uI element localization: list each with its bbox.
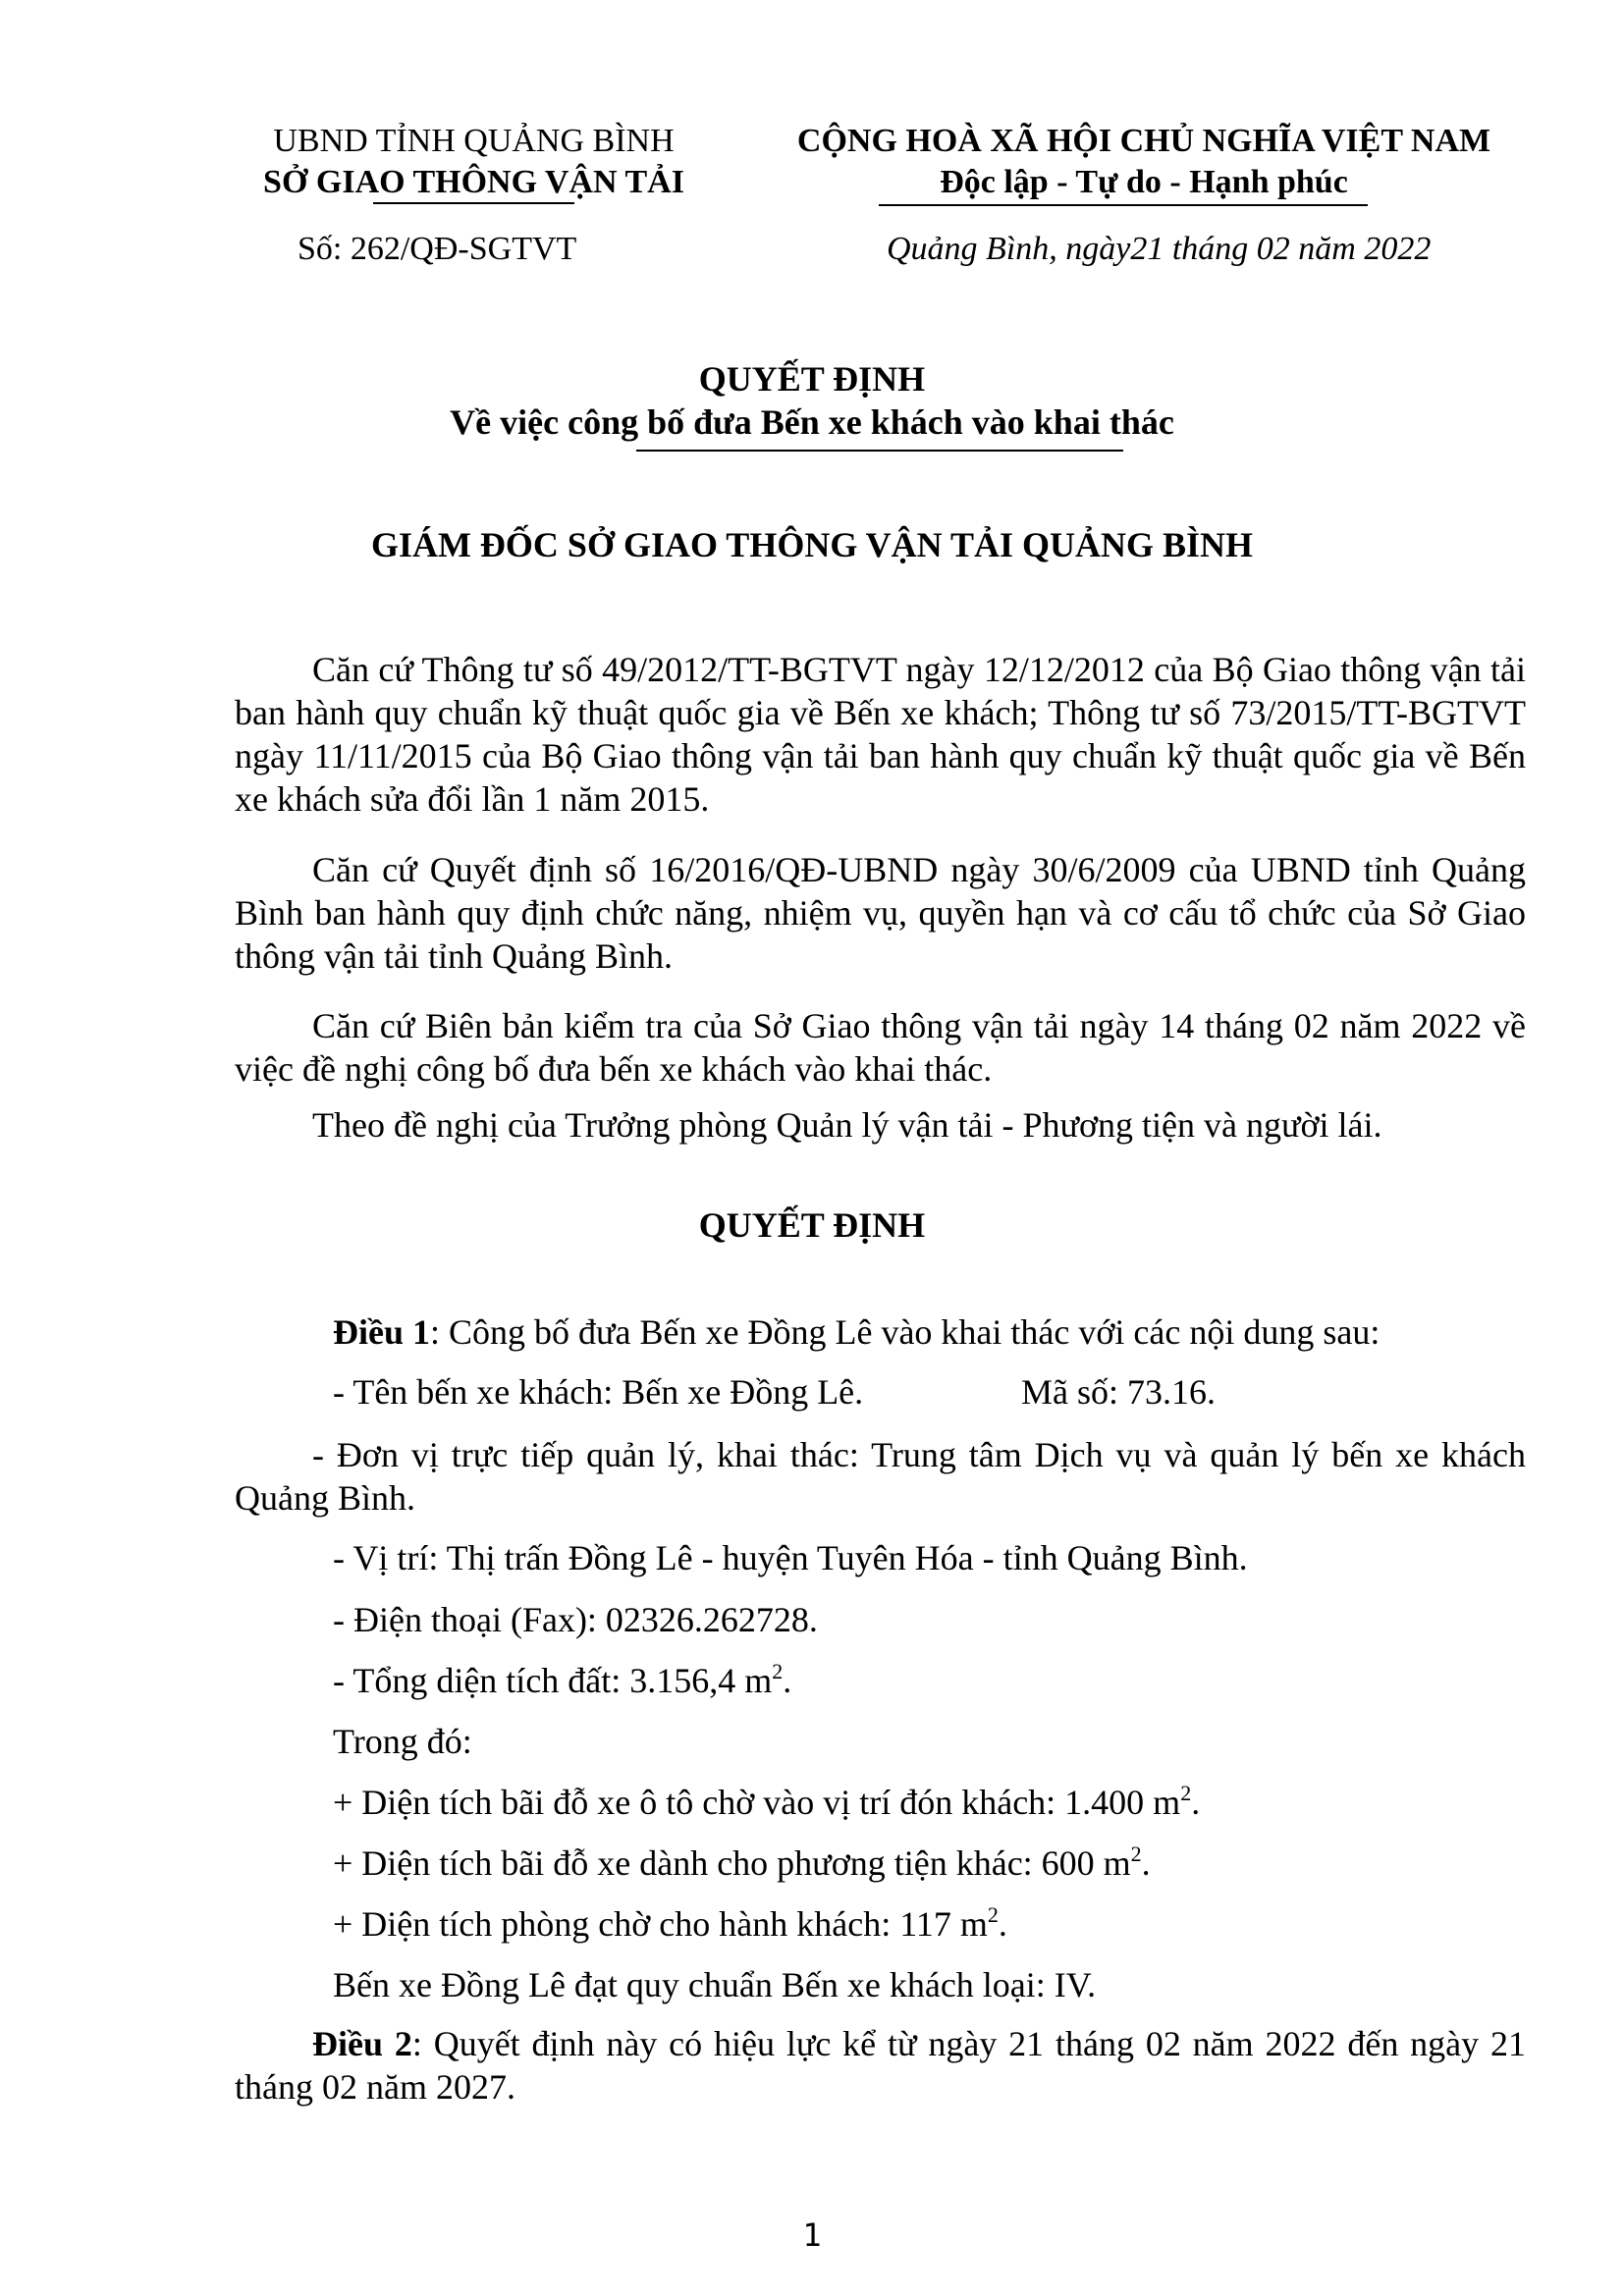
total-area-unit-sup: 2: [772, 1659, 784, 1683]
preamble-legal-basis-1: Căn cứ Thông tư số 49/2012/TT-BGTVT ngày 12/12/2012 của Bộ Giao thông vận tải ban hành quy chuẩn kỹ thuật quốc gia về Bến xe khách; Thông tư số 73/2015/TT-BGTVT ngày 11/11/2015 của Bộ Giao thông vận tải ban hành quy chuẩn kỹ thuật quốc gia về Bến xe khách sửa đổi lần 1 năm 2015.: [235, 650, 1526, 819]
decision-heading: QUYẾT ĐỊNH: [698, 1205, 926, 1245]
document-date: [887, 230, 1431, 269]
preamble-proposal: Theo đề nghị của Trưởng phòng Quản lý vận tải - Phương tiện và người lái.: [312, 1105, 1382, 1145]
document-subject: Về việc công bố đưa Bến xe khách vào khai thác: [450, 402, 1174, 442]
article-1-intro: [333, 1310, 1380, 1354]
article-1-label: Điều 1: [333, 1312, 430, 1352]
parking-other-text: + Diện tích bãi đỗ xe dành cho phương tiện khác: 600 m: [333, 1843, 1131, 1883]
station-name: - Tên bến xe khách: Bến xe Đồng Lê.: [333, 1372, 864, 1412]
date-prefix: Quảng Bình, ngày: [887, 231, 1131, 267]
parking-waiting-area: [333, 1781, 1200, 1824]
waiting-room-text: + Diện tích phòng chờ cho hành khách: 117 m: [333, 1904, 988, 1944]
article-1-text: : Công bố đưa Bến xe Đồng Lê vào khai thác với các nội dung sau:: [430, 1312, 1380, 1352]
parking-other-area: [333, 1842, 1151, 1885]
header-motto: Độc lập - Tự do - Hạnh phúc: [940, 164, 1348, 200]
station-phone: - Điện thoại (Fax): 02326.262728.: [333, 1600, 818, 1639]
total-area-period: .: [783, 1661, 792, 1700]
header-nation: CỘNG HOÀ XÃ HỘI CHỦ NGHĨA VIỆT NAM: [796, 123, 1491, 159]
station-operator: - Đơn vị trực tiếp quản lý, khai thác: Trung tâm Dịch vụ và quản lý bến xe khách Quảng Bình.: [235, 1435, 1526, 1518]
document-number: [298, 230, 576, 269]
header-department: SỞ GIAO THÔNG VẬN TẢI: [263, 164, 684, 200]
article-2-label: Điều 2: [312, 2024, 412, 2063]
waiting-room-period: .: [998, 1904, 1007, 1944]
article-2: [235, 2022, 1526, 2109]
article-2-text: : Quyết định này có hiệu lực kể từ ngày 21 tháng 02 năm 2022 đến ngày 21 tháng 02 năm 2027.: [235, 2024, 1526, 2107]
parking-waiting-period: .: [1191, 1783, 1201, 1822]
motto-underline: [879, 204, 1368, 206]
waiting-room-unit-sup: 2: [987, 1902, 999, 1927]
total-area: [333, 1659, 791, 1702]
station-code: Mã số: 73.16.: [1021, 1372, 1216, 1412]
preamble-legal-basis-3: Căn cứ Biên bản kiểm tra của Sở Giao thông vận tải ngày 14 tháng 02 năm 2022 về việc đề nghị công bố đưa bến xe khách vào khai thác.: [235, 1006, 1526, 1089]
parking-other-unit-sup: 2: [1130, 1842, 1142, 1866]
parking-other-period: .: [1141, 1843, 1151, 1883]
number-value: 262: [350, 231, 401, 267]
subject-underline: [636, 450, 1123, 452]
total-area-text: - Tổng diện tích đất: 3.156,4 m: [333, 1661, 773, 1700]
department-underline: [373, 202, 574, 204]
station-location: - Vị trí: Thị trấn Đồng Lê - huyện Tuyên Hóa - tỉnh Quảng Bình.: [333, 1538, 1248, 1577]
preamble-legal-basis-2: Căn cứ Quyết định số 16/2016/QĐ-UBND ngày 30/6/2009 của UBND tỉnh Quảng Bình ban hành quy định chức năng, nhiệm vụ, quyền hạn và cơ cấu tổ chức của Sở Giao thông vận tải tỉnh Quảng Bình.: [235, 850, 1526, 976]
parking-waiting-unit-sup: 2: [1180, 1781, 1192, 1805]
document-title: QUYẾT ĐỊNH: [698, 359, 926, 399]
waiting-room-area: [333, 1902, 1007, 1946]
station-standard: Bến xe Đồng Lê đạt quy chuẩn Bến xe khách loại: IV.: [333, 1965, 1097, 2004]
parking-waiting-text: + Diện tích bãi đỗ xe ô tô chờ vào vị trí đón khách: 1.400 m: [333, 1783, 1181, 1822]
number-label: Số:: [298, 231, 343, 267]
in-which: Trong đó:: [333, 1722, 472, 1761]
number-suffix: /QĐ-SGTVT: [400, 231, 577, 267]
page-number: 1: [802, 2216, 822, 2254]
date-suffix: tháng 02 năm 2022: [1164, 231, 1432, 267]
header-agency: UBND TỈNH QUẢNG BÌNH: [273, 123, 675, 159]
date-day: 21: [1130, 231, 1164, 267]
issuing-authority: GIÁM ĐỐC SỞ GIAO THÔNG VẬN TẢI QUẢNG BÌNH: [370, 525, 1254, 564]
